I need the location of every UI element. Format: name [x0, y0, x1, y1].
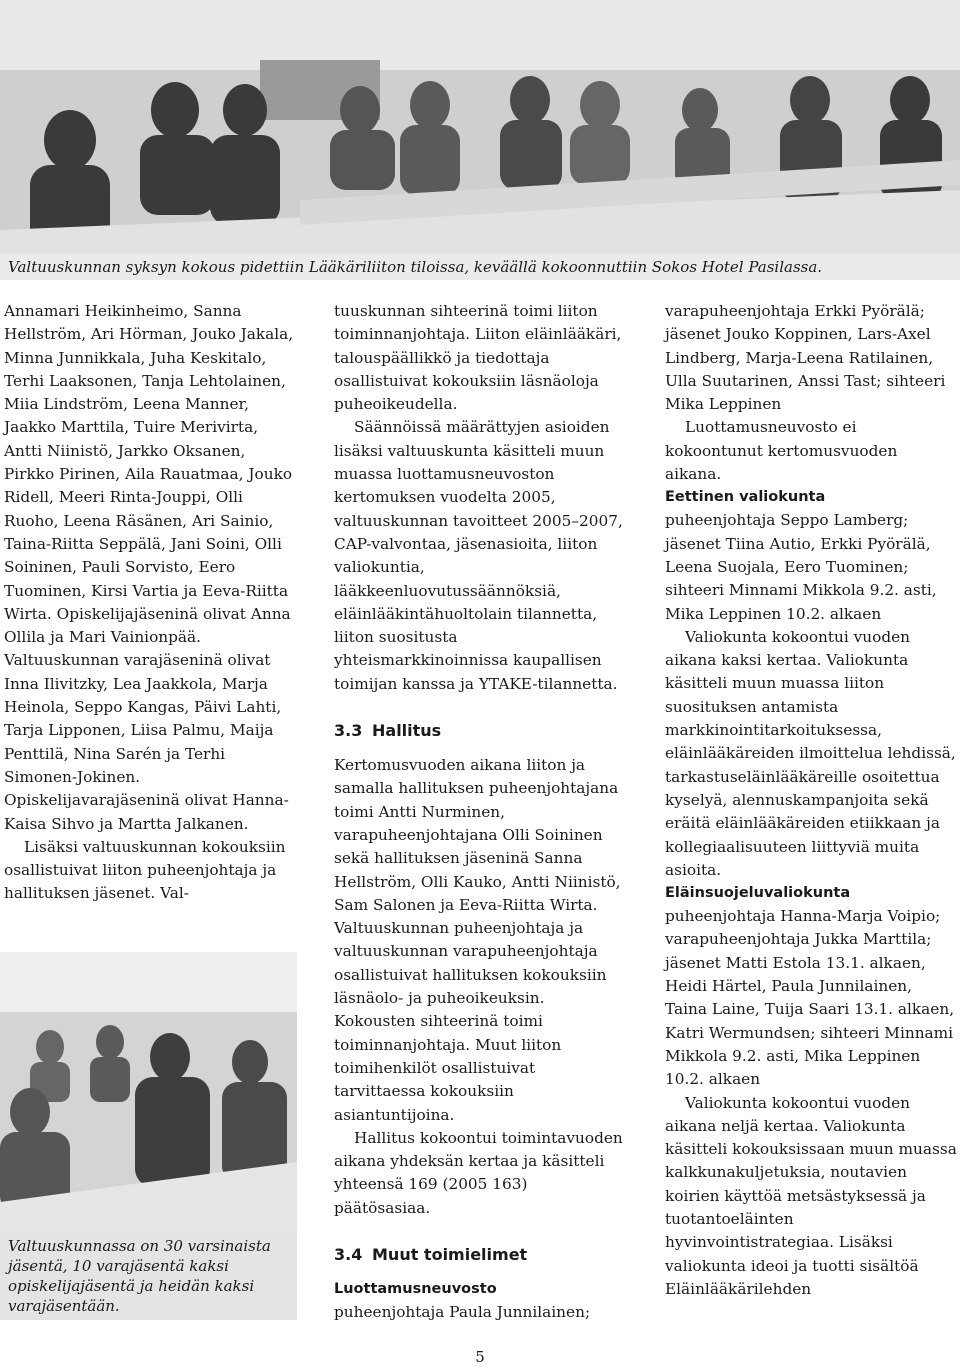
paragraph: puheenjohtaja Paula Junnilainen;: [334, 1302, 591, 1321]
paragraph: Luottamusneuvosto ei kokoontunut kertomusvuoden aikana.: [665, 418, 898, 484]
text-column-1: [4, 300, 297, 906]
section-title: Hallitus: [372, 721, 442, 741]
section-title: Muut toimielimet: [372, 1244, 528, 1264]
paragraph: Annamari Heikinheimo, Sanna Hellström, Ari Hörman, Jouko Jakala, Minna Junnikkala, Juha Keskitalo, Terhi Laaksonen, Tanja Lehtolainen, Miia Lindström, Leena Manner, Jaakko Marttila, Tuire Merivirta, Antti Niinistö, Jarkko Oksanen, Pirkko Pirinen, Aila Rauatmaa, Jouko Ridell, Meeri Rinta-Jouppi, Olli Ruoho, Leena Räsänen, Ari Sainio, Taina-Riitta Seppälä, Jani Soini, Olli Soininen, Pauli Sorvisto, Eero Tuominen, Kirsi Vartia ja Eeva-Riitta Wirta. Opiskelijajäseninä olivat Anna Ollila ja Mari Vainionpää. Valtuuskunnan varajäseninä olivat Inna Ilivitzky, Lea Jaakkola, Marja Heinola, Seppo Kangas, Päivi Lahti, Tarja Lipponen, Liisa Palmu, Maija Penttilä, Nina Sarén ja Terhi Simonen-Jokinen. Opiskelijavarajäseninä olivat Hanna-Kaisa Sihvo ja Martta Jalkanen.: [4, 302, 294, 833]
section-number: 3.4: [334, 1244, 363, 1264]
paragraph: tuuskunnan sihteerinä toimi liiton toiminnanjohtaja. Liiton eläinlääkäri, talouspäällikkö ja tiedottaja osallistuivat kokouksiin läsnäoloja puheoikeudella.: [334, 302, 622, 414]
paragraph: puheenjohtaja Hanna-Marja Voipio; varapuheenjohtaja Jukka Marttila; jäsenet Matti Estola 13.1. alkaen, Heidi Härtel, Paula Junnilainen, Taina Laine, Tuija Saari 13.1. alkaen, Katri Wermundsen; sihteeri Minnami Mikkola 9.2. asti, Mika Leppinen 10.2. alkaen: [665, 907, 955, 1089]
paragraph: puheenjohtaja Seppo Lamberg; jäsenet Tiina Autio, Erkki Pyörälä, Leena Suojala, Eero Tuominen; sihteeri Minnami Mikkola 9.2. asti, Mika Leppinen 10.2. alkaen: [665, 511, 937, 623]
paragraph: Kertomusvuoden aikana liiton ja samalla hallituksen puheenjohtajana toimi Antti Nurminen, varapuheenjohtajana Olli Soininen sekä hallituksen jäseninä Sanna Hellström, Olli Kauko, Antti Niinistö, Sam Salonen ja Eeva-Riitta Wirta. Valtuuskunnan puheenjohtaja ja valtuuskunnan varapuheenjohtaja osallistuivat hallituksen kokouksiin läsnäolo- ja puheoikeuksin. Kokousten sihteerinä toimi toiminnanjohtaja. Muut liiton toimihenkilöt osallistuivat tarvittaessa kokouksiin asiantuntijoina.: [334, 756, 621, 1124]
section-number: 3.3: [334, 721, 363, 741]
subheading-eettinen-valiokunta: Eettinen valiokunta: [665, 489, 826, 506]
paragraph: Valiokunta kokoontui vuoden aikana kaksi kertaa. Valiokunta käsitteli muun muassa liiton suosituksen antamista markkinointitarkoituksessa, eläinlääkäreiden ilmoittelua lehdissä, tarkastuseläinlääkäreille osoitettua kyselyä, alennuskampanjoita sekä eräitä eläinlääkäreiden etiikkaan ja kollegiaalisuuteen liittyviä muita asioita.: [665, 627, 956, 879]
text-column-2: [334, 300, 628, 1324]
text-column-3: [665, 300, 957, 1301]
section-heading-3-3: [334, 720, 628, 742]
subheading-elainsuojeluvaliokunta: Eläinsuojeluvaliokunta: [665, 885, 851, 902]
paragraph: Hallitus kokoontui toimintavuoden aikana yhdeksän kertaa ja käsitteli yhteensä 169 (2005 163) päätösasiaa.: [334, 1128, 623, 1217]
section-heading-3-4: [334, 1244, 628, 1266]
photo-scene-bottom: [0, 952, 297, 1232]
photo-caption-bottom: Valtuuskunnassa on 30 varsinaista jäsentä, 10 varajäsentä kaksi opiskelijajäsentä ja heidän kaksi varajäsentään.: [0, 1232, 297, 1320]
photo-scene-top: [0, 0, 960, 280]
paragraph: Valiokunta kokoontui vuoden aikana neljä kertaa. Valiokunta käsitteli kokouksissaan muun muassa kalkkunakuljetuksia, noutavien koirien käyttöä metsästyksessä ja tuotantoeläinten hyvinvointistrategiaa. Lisäksi valiokunta ideoi ja tuotti sisältöä Eläinlääkärilehden: [665, 1093, 957, 1298]
meeting-photo-top: [0, 0, 960, 280]
paragraph: Lisäksi valtuuskunnan kokouksiin osallistuivat liiton puheenjohtaja ja hallituksen jäsenet. Val-: [4, 837, 286, 903]
page-number: 5: [475, 1348, 485, 1366]
paragraph: Säännöissä määrättyjen asioiden lisäksi valtuuskunta käsitteli muun muassa luottamusneuvoston kertomuksen vuodelta 2005, valtuuskunnan tavoitteet 2005–2007, CAP-valvontaa, jäsenasioita, liiton valiokuntia, lääkkeenluovutussäännöksiä, eläinlääkintähuoltolain tilannetta, liiton suositusta yhteismarkkinoinnissa kaupallisen toimijan kanssa ja YTAKE-tilannetta.: [334, 418, 623, 693]
meeting-photo-bottom: [0, 952, 297, 1232]
paragraph: varapuheenjohtaja Erkki Pyörälä; jäsenet Jouko Koppinen, Lars-Axel Lindberg, Marja-Leena Ratilainen, Ulla Suutarinen, Anssi Tast; sihteeri Mika Leppinen: [665, 302, 946, 414]
subheading-luottamusneuvosto: Luottamusneuvosto: [334, 1280, 497, 1297]
photo-caption-top: Valtuuskunnan syksyn kokous pidettiin Lääkäriliiton tiloissa, keväällä kokoonnuttiin Sokos Hotel Pasilassa.: [0, 254, 960, 280]
